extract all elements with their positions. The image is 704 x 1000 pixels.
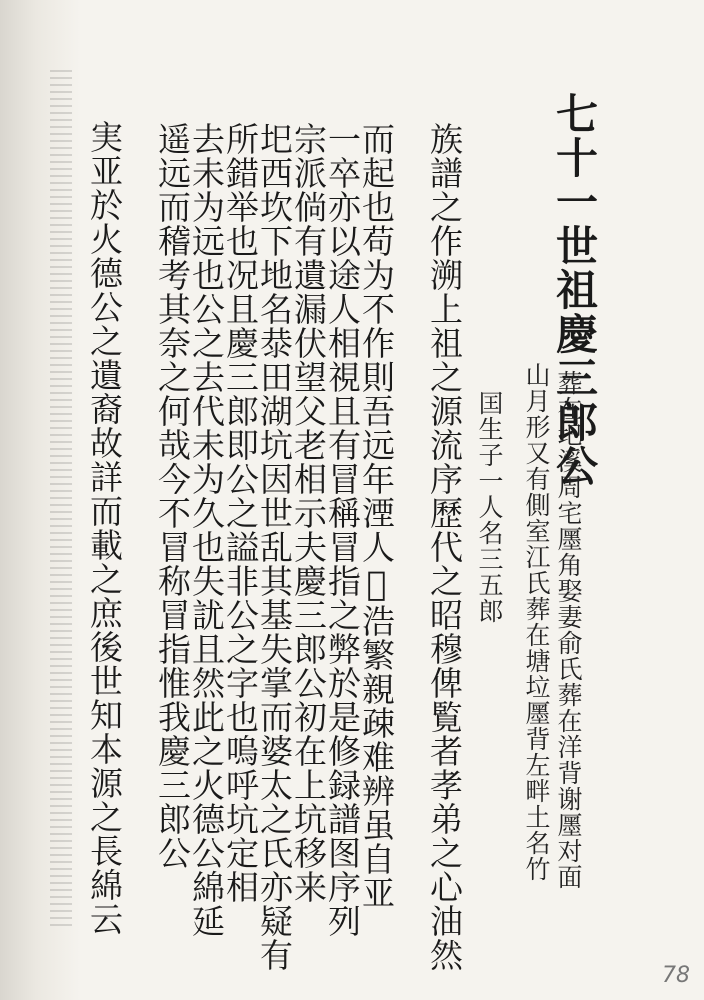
body-text-column: 宗派倘有遺漏伏望父老相示夫慶三郎公初在上坑移来: [289, 122, 328, 904]
page-number: 78: [662, 963, 690, 988]
body-text-column: 而起也苟为不作則吾远年湮人𠉀浩繁親疎难辨虽自亚: [357, 122, 396, 910]
body-text-column: 圯西坎下地名㳟田湖坑因世乱其基失掌而婆太之氏亦疑有: [255, 122, 294, 972]
burial-note-line-3: 囯生子一人名三五郎: [475, 390, 504, 624]
body-text-column: 遥远而稽考其奈之何哉今不冒称冒指惟我慶三郎公: [153, 122, 192, 870]
page-title: 七十一世祖慶三郎公: [550, 92, 599, 488]
burial-note-line-1: 葬在圯溪周宅㕓角娶妻俞氏葬在洋背谢㕓对面: [554, 370, 583, 890]
body-text-column: 所錯举也况且慶三郎即公之謚非公之字也嗚呼坑定相: [221, 122, 260, 904]
scan-noise: [50, 70, 72, 930]
body-text-column: 一卒亦以途人相視且有冒稱冒指之弊於是修録譜图序列: [323, 122, 362, 938]
body-text-column: 族譜之作溯上祖之源流序歷代之昭穆俾覧者孝弟之心油然: [425, 122, 464, 972]
body-text-column: 実亚於火德公之遺裔故詳而載之庶後世知本源之長綿云: [85, 120, 124, 936]
burial-note-line-2: 山月形又有側室江氏葬在塘垃㕓背左畔土名竹: [522, 362, 551, 882]
body-text-column: 去未为远也公之去代未为久也失訧且然此之火德公綿延: [187, 122, 226, 938]
